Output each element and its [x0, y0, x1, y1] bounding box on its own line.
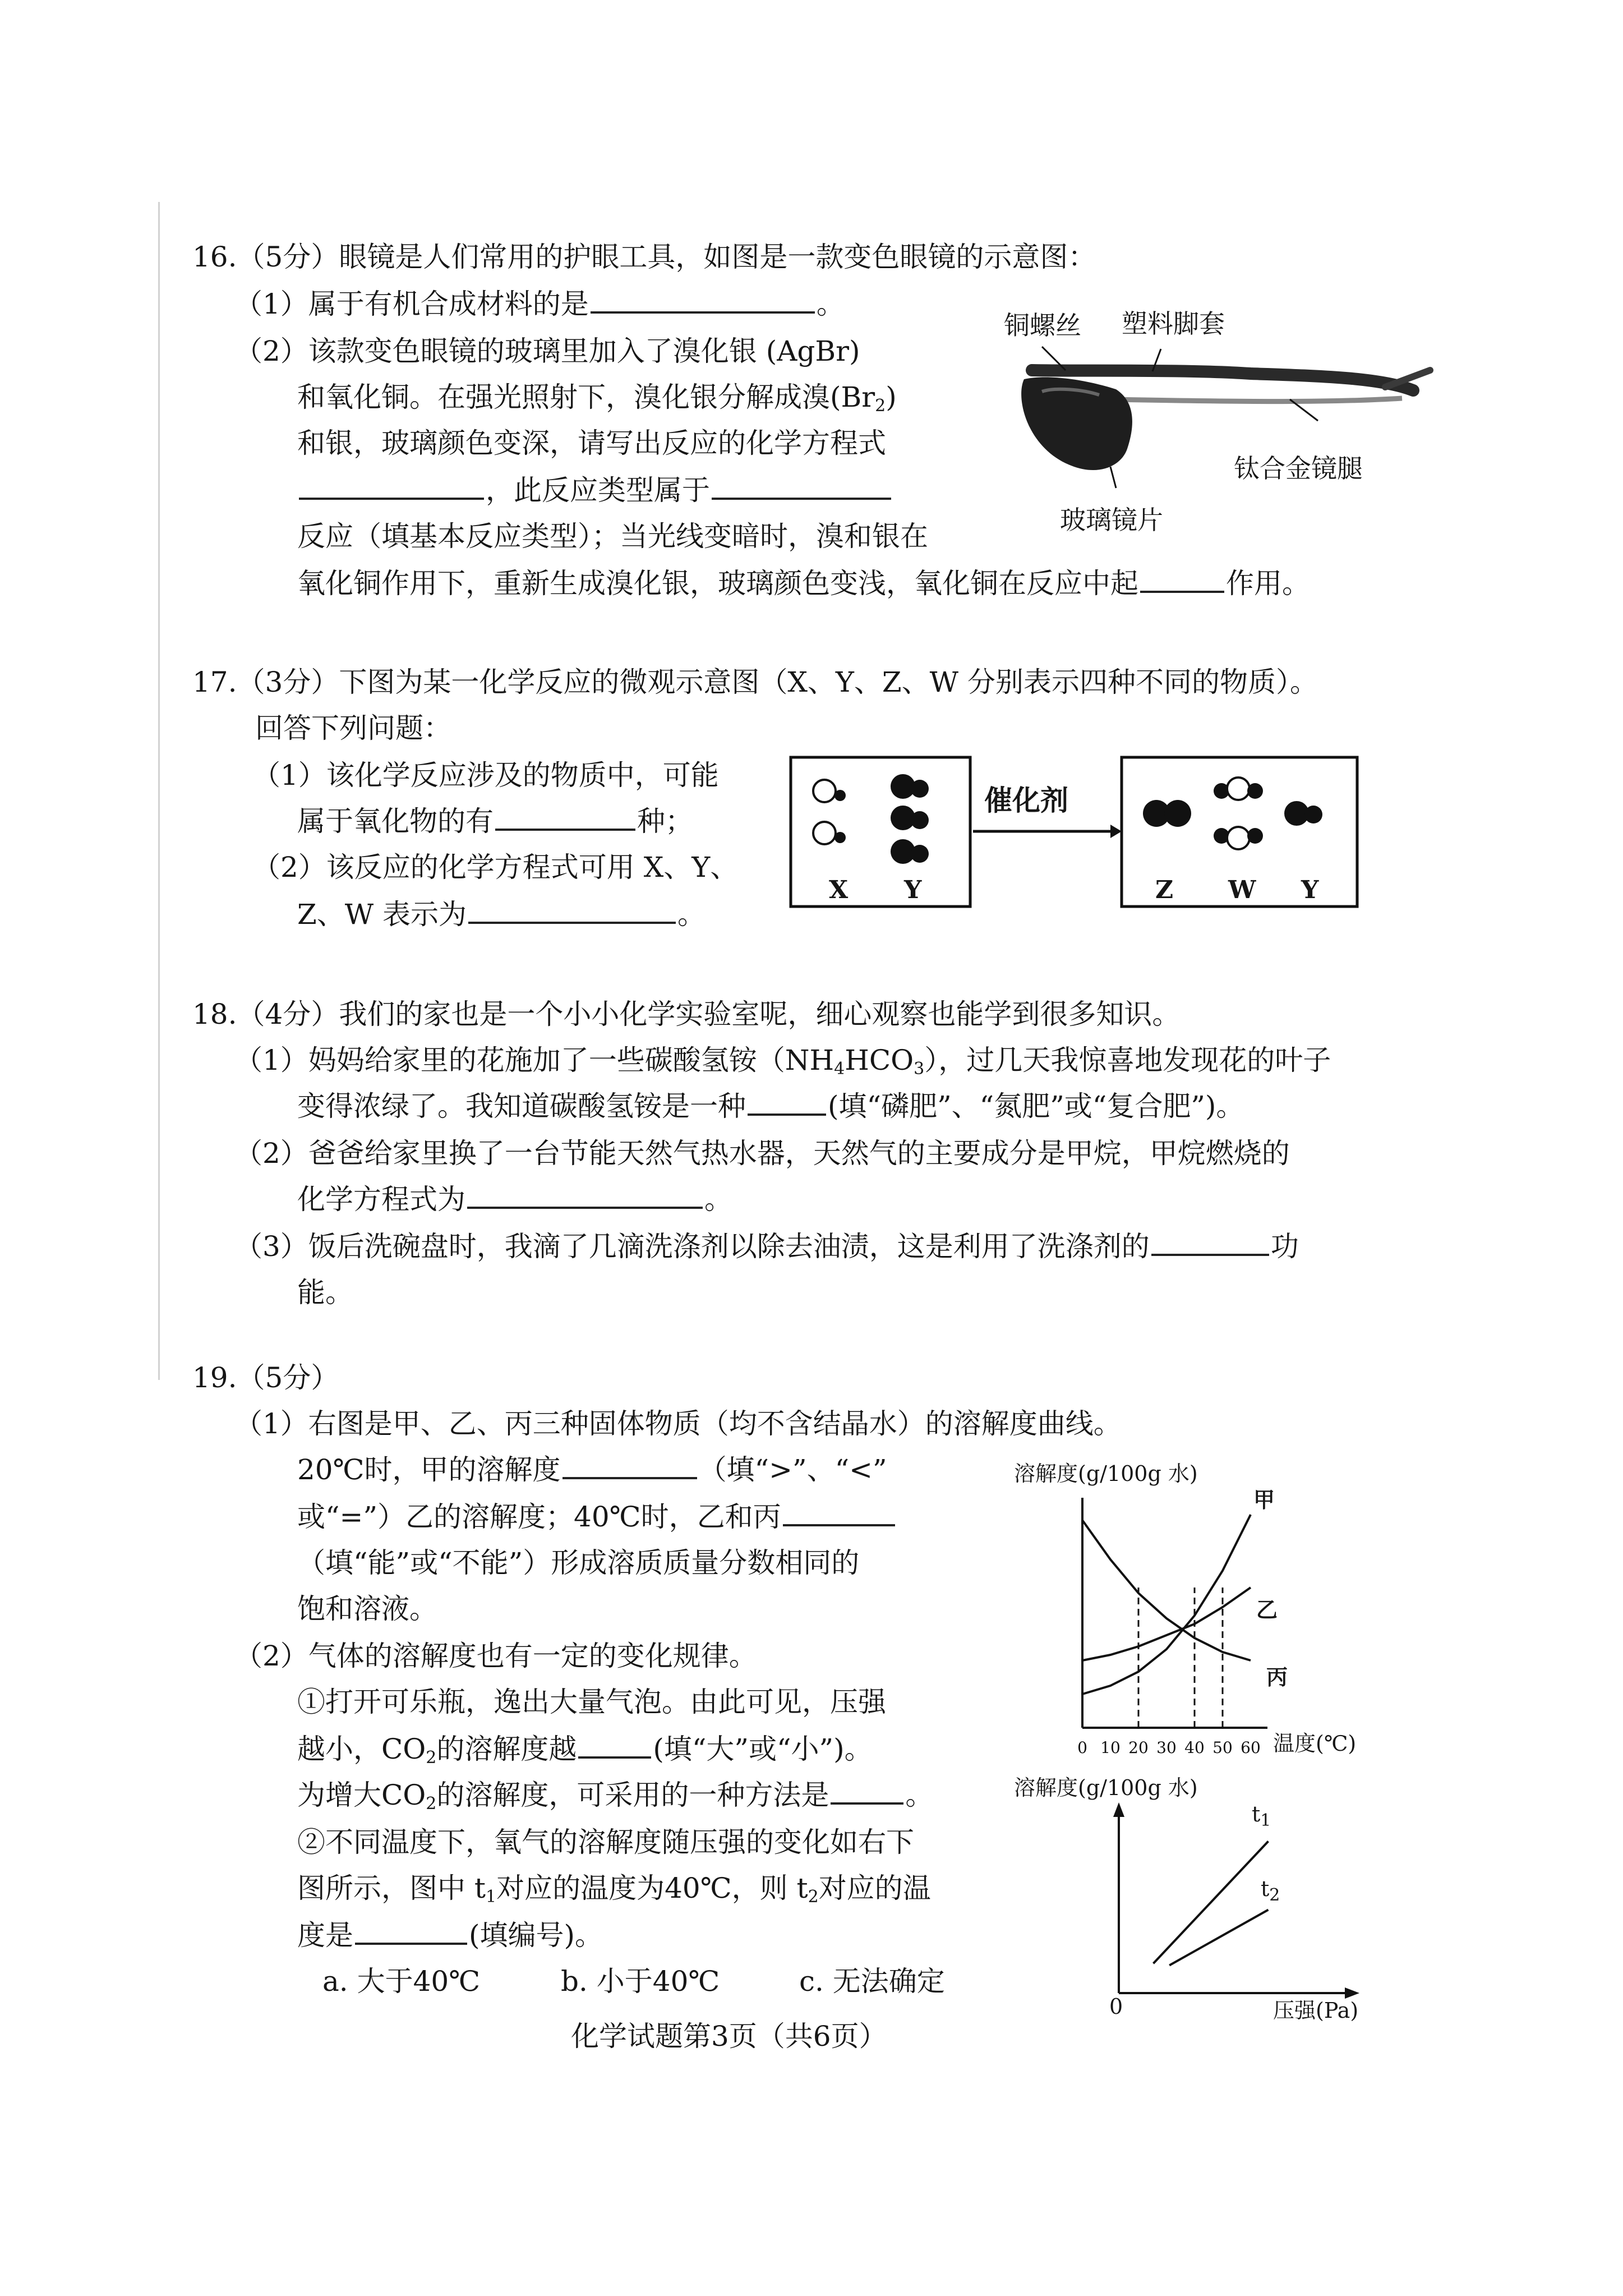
q19-option-c: c. 无法确定	[799, 1965, 945, 1998]
q16-heading: 16.（5分）眼镜是人们常用的护眼工具，如图是一款变色眼镜的示意图：	[192, 241, 1096, 273]
q17-blank-equation[interactable]	[468, 919, 676, 924]
q16-part2-line2: 和氧化铜。在强光照射下，溴化银分解成溴$(Br_2)$	[297, 381, 897, 416]
q16-part2-line4: ，此反应类型属于	[297, 473, 893, 507]
chart2-y-arrow	[1113, 1802, 1124, 1817]
q16-blank-role[interactable]	[1140, 588, 1224, 593]
label-plastic-sleeve: 塑料脚套	[1122, 309, 1225, 339]
q19-part2-line7: 度是 (填编号)。	[297, 1919, 603, 1952]
x-molecule	[813, 822, 846, 844]
q18-part2-line1: （2）爸爸给家里换了一台节能天然气热水器，天然气的主要成分是甲烷，甲烷燃烧的	[234, 1137, 1290, 1170]
x-molecule	[813, 780, 846, 802]
q17-part1-line1: （1）该化学反应涉及的物质中，可能	[252, 759, 719, 792]
glasses-lower-arm	[1110, 398, 1402, 402]
scan-edge	[158, 202, 160, 1380]
q18-part1-line2: 变得浓绿了。我知道碳酸氢铵是一种 (填“磷肥”、“氮肥”或“复合肥”)。	[297, 1090, 1244, 1122]
q18-part2-line2: 化学方程式为 。	[297, 1183, 732, 1216]
chart1-xlabel: 温度(℃)	[1273, 1731, 1357, 1756]
series-label-jia: 甲	[1253, 1487, 1275, 1512]
q18-part3-line2: 能。	[297, 1276, 353, 1309]
label-w: W	[1228, 876, 1256, 904]
q17-part1-line2: 属于氧化物的有 种；	[297, 805, 693, 838]
q17-part2-line2: Z、W 表示为 。	[297, 898, 706, 931]
q18-blank-equation[interactable]	[467, 1204, 703, 1209]
label-z: Z	[1155, 876, 1174, 904]
arrow-head	[1110, 825, 1122, 838]
series-label-bing: 丙	[1266, 1664, 1288, 1690]
line-t2	[1169, 1910, 1268, 1966]
chart2-ylabel: 溶解度(g/100g 水)	[1014, 1775, 1198, 1800]
x-tick-label: 50	[1212, 1738, 1233, 1757]
q19-part2-line5: ②不同温度下，氧气的溶解度随压强的变化如右下	[297, 1826, 914, 1858]
x-tick-label: 40	[1184, 1738, 1205, 1757]
q19-part2-line1: （2）气体的溶解度也有一定的变化规律。	[234, 1640, 757, 1672]
q16-part2-line1: （2）该款变色眼镜的玻璃里加入了溴化银 (AgBr)	[234, 335, 860, 367]
q19-part1-line2: 20℃时，甲的溶解度 （填“>”、“<”	[297, 1453, 887, 1486]
x-tick-label: 20	[1128, 1738, 1149, 1757]
q18-heading: 18.（4分）我们的家也是一个小小化学实验室呢，细心观察也能学到很多知识。	[192, 998, 1181, 1030]
x-tick-label: 10	[1100, 1738, 1121, 1757]
q18-part1-line1: （1）妈妈给家里的花施加了一些碳酸氢铵$(NH_4HCO_3)$，过几天我惊喜地发现花的叶子	[234, 1044, 1331, 1079]
chart2-origin-label: 0	[1109, 1994, 1123, 2019]
q19-blank-method[interactable]	[831, 1800, 903, 1805]
q19-part2-line6: 图所示，图中 $t_1$对应的温度为40℃，则 $t_2$对应的温	[297, 1872, 931, 1907]
q18-blank-function[interactable]	[1151, 1251, 1269, 1256]
x-tick-label: 60	[1241, 1738, 1261, 1757]
line-t1	[1154, 1841, 1269, 1963]
lens-pointer	[1110, 467, 1116, 488]
q19-heading: 19.（5分）	[192, 1361, 339, 1394]
q16-blank-equation[interactable]	[299, 495, 484, 500]
q16-blank-reaction-type[interactable]	[712, 495, 891, 500]
q17-blank-oxides[interactable]	[495, 826, 635, 831]
curve-bing	[1082, 1520, 1251, 1660]
q19-part2-line2: ①打开可乐瓶，逸出大量气泡。由此可见，压强	[297, 1686, 886, 1718]
page-footer: 化学试题第3页（共6页）	[571, 2020, 887, 2053]
chart1-ylabel: 溶解度(g/100g 水)	[1014, 1461, 1198, 1486]
q19-part2-line4: 为增大$CO_2$的溶解度，可采用的一种方法是 。	[297, 1779, 934, 1814]
q18-blank-fertilizer[interactable]	[748, 1111, 826, 1116]
solubility-chart	[1054, 1492, 1312, 1761]
q19-option-b: b. 小于40℃	[561, 1965, 720, 1998]
chart2-x-arrow	[1345, 1987, 1359, 1999]
label-y: Y	[904, 876, 922, 904]
x-tick-label: 30	[1156, 1738, 1177, 1757]
q19-blank-can[interactable]	[783, 1522, 895, 1526]
q19-part2-line3: 越小，$CO_2$的溶解度越 (填“大”或“小”)。	[297, 1733, 873, 1768]
y-molecule	[891, 774, 929, 799]
w-molecule	[1214, 827, 1263, 849]
w-molecule	[1214, 777, 1263, 800]
q19-part1-line3: 或“=”）乙的溶解度；40℃时，乙和丙	[297, 1500, 897, 1534]
q16-part2-line3: 和银，玻璃颜色变深，请写出反应的化学方程式	[297, 427, 886, 459]
gas-solubility-chart	[1088, 1798, 1380, 2022]
y-molecule	[891, 839, 929, 864]
series-label-yi: 乙	[1256, 1597, 1278, 1622]
q19-part1-line5: 饱和溶液。	[297, 1593, 437, 1625]
catalyst-label: 催化剂	[984, 784, 1068, 817]
label-copper-screw: 铜螺丝	[1004, 310, 1081, 341]
label-x: X	[829, 876, 849, 904]
label-titanium-leg: 钛合金镜腿	[1234, 453, 1363, 484]
series-label-t1: $t_1$	[1252, 1802, 1271, 1830]
q16-blank1[interactable]	[591, 309, 815, 314]
series-label-t2: $t_2$	[1261, 1876, 1280, 1905]
z-molecule	[1143, 800, 1191, 827]
q17-heading: 17.（3分）下图为某一化学反应的微观示意图（X、Y、Z、W 分别表示四种不同的物质）。	[192, 666, 1318, 698]
q19-blank-compare[interactable]	[562, 1475, 697, 1479]
q19-option-a: a. 大于40℃	[322, 1965, 481, 1998]
x-tick-label: 0	[1077, 1738, 1087, 1757]
q18-part3-line1: （3）饭后洗碗盘时，我滴了几滴洗涤剂以除去油渍，这是利用了洗涤剂的 功	[234, 1230, 1299, 1263]
q19-part1-line4: （填“能”或“不能”）形成溶质质量分数相同的	[297, 1547, 860, 1579]
chart2-xlabel: 压强(Pa)	[1273, 1998, 1359, 2023]
q17-subheading: 回答下列问题：	[255, 712, 451, 744]
q16-part1: （1）属于有机合成材料的是 。	[234, 288, 845, 320]
label-y-product: Y	[1301, 876, 1319, 904]
reaction-diagram	[785, 752, 1380, 914]
glasses-figure	[998, 337, 1436, 510]
y-molecule	[891, 806, 929, 830]
q17-part2-line1: （2）该反应的化学方程式可用 X、Y、	[252, 851, 739, 884]
q16-part2-line6: 氧化铜作用下，重新生成溴化银，玻璃颜色变浅，氧化铜在反应中起 作用。	[297, 567, 1310, 600]
q16-part2-line5: 反应（填基本反应类型）；当光线变暗时，溴和银在	[297, 520, 928, 553]
label-glass-lens: 玻璃镜片	[1060, 505, 1163, 535]
q19-blank-size[interactable]	[578, 1754, 651, 1759]
y-molecule-product	[1284, 801, 1322, 826]
q19-blank-temperature[interactable]	[355, 1940, 467, 1945]
q19-part1-line1: （1）右图是甲、乙、丙三种固体物质（均不含结晶水）的溶解度曲线。	[234, 1407, 1122, 1440]
